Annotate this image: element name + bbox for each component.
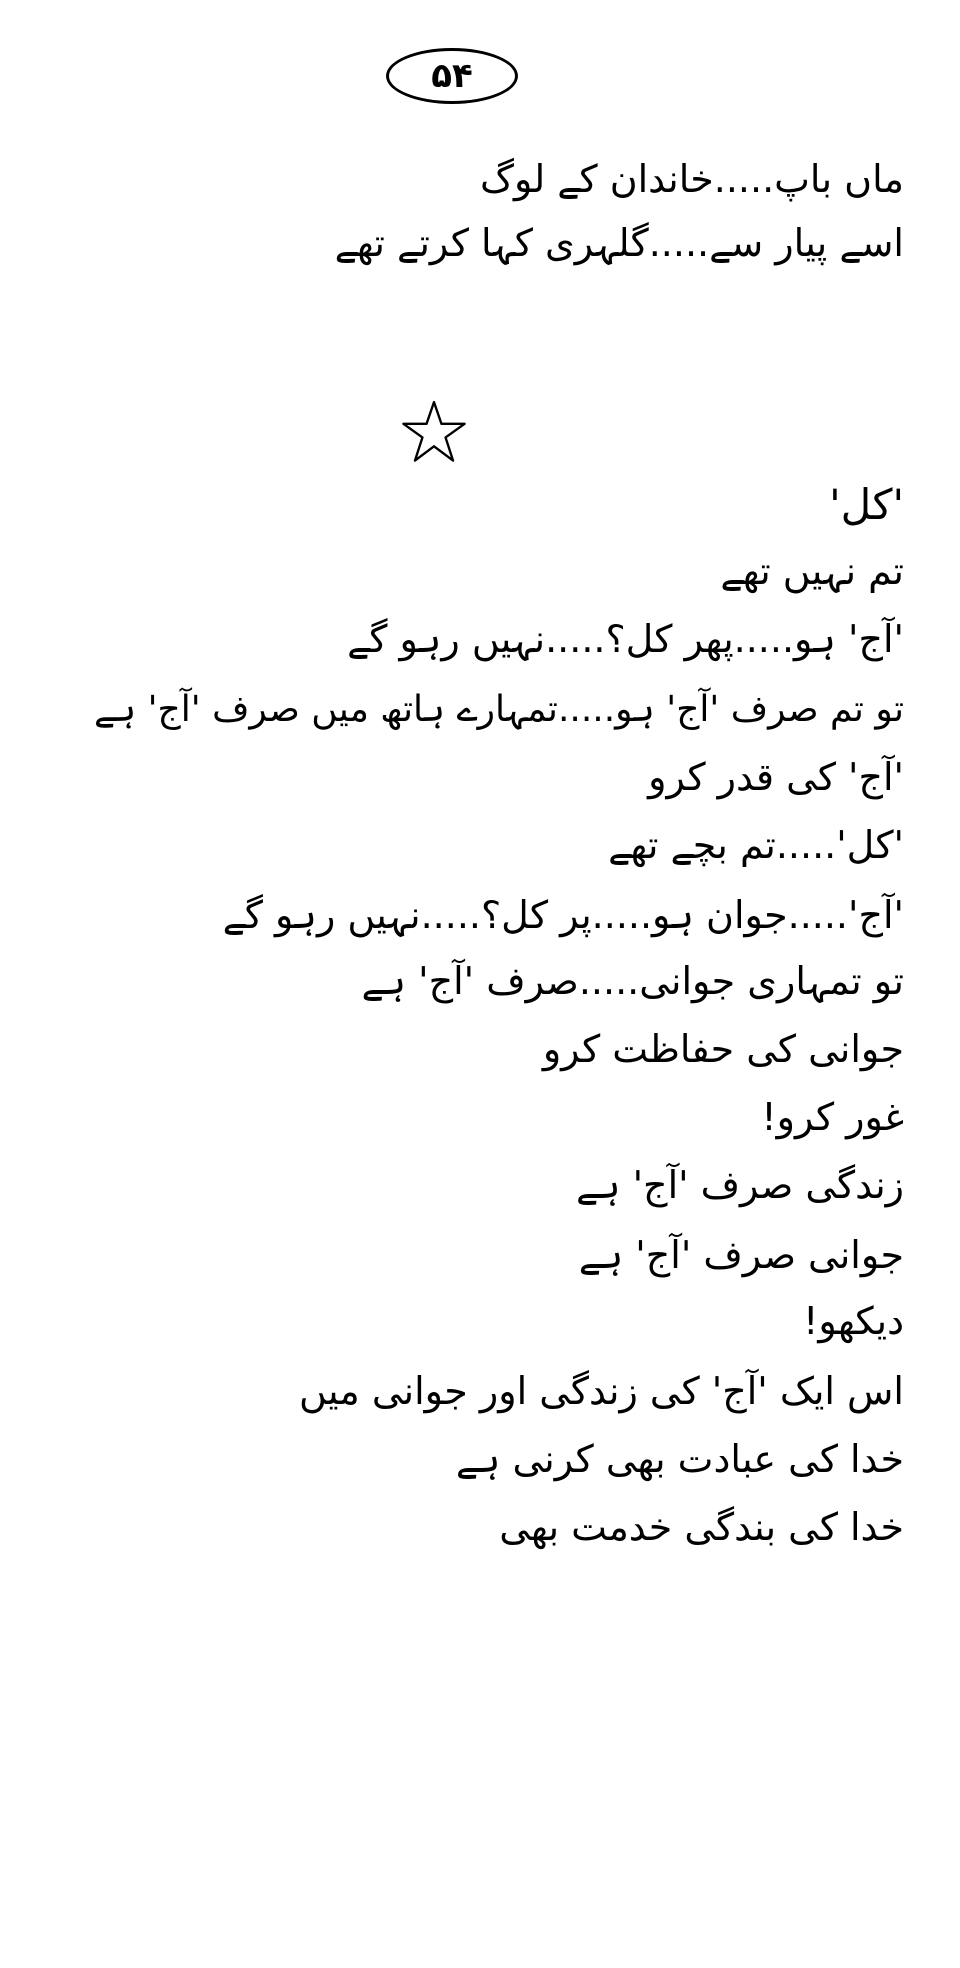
poem-line-7: 'آج'.....جوان ہو.....پر کل؟.....نہیں رہو گے [222,893,904,937]
poem-line-10: غور کرو! [761,1095,904,1139]
poem-line-8: تو تمہاری جوانی.....صرف 'آج' ہے [361,959,904,1003]
poem-line-2: تم نہیں تھے [720,549,904,593]
poem-line-12: جوانی صرف 'آج' ہے [578,1233,904,1277]
poem-line-4: تو تم صرف 'آج' ہو.....تمہارے ہاتھ میں صرف 'آج' ہے [94,689,904,730]
poem-line-6: 'کل'.....تم بچے تھے [608,823,904,867]
poem-line-16: خدا کی بندگی خدمت بھی [499,1505,904,1549]
poem-line-13: دیکھو! [803,1299,904,1343]
poem-line-14: اس ایک 'آج' کی زندگی اور جوانی میں [299,1369,904,1413]
poem-line-11: زندگی صرف 'آج' ہے [575,1163,904,1207]
poem-line-15: خدا کی عبادت بھی کرنی ہے [455,1437,904,1481]
poem-line-3: 'آج' ہو.....پھر کل؟.....نہیں رہو گے [347,617,904,661]
poem-line-5: 'آج' کی قدر کرو [648,755,904,799]
page-number-badge: ۵۴ [386,48,518,104]
intro-line-2: اسے پیار سے.....گلہری کہا کرتے تھے [334,221,904,265]
poem-line-9: جوانی کی حفاظت کرو [542,1027,904,1071]
star-outline-icon [400,398,468,466]
intro-line-1: ماں باپ.....خاندان کے لوگ [479,157,904,201]
poem-line-1: 'کل' [829,480,904,529]
